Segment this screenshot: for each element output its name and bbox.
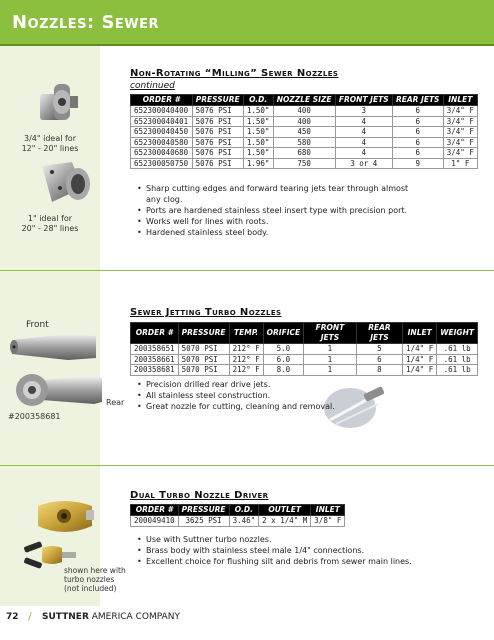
- table-cell: 9: [392, 158, 443, 169]
- table-cell: 1/4" F: [403, 365, 437, 376]
- section-title-turbo: Sewer Jetting Turbo Nozzles: [130, 307, 282, 318]
- table-cell: 3/4" F: [443, 137, 477, 148]
- table-cell: 4: [335, 127, 392, 138]
- list-item: • Ports are hardened stainless steel insert type with precision port.: [137, 205, 408, 216]
- column-header: PRESSURE: [178, 505, 229, 516]
- table-cell: 5.0: [263, 344, 303, 355]
- page-title: Nozzles: Sewer: [12, 12, 160, 33]
- table-cell: 5070 PSI: [178, 365, 229, 376]
- table-cell: 212° F: [229, 354, 263, 365]
- table-row: [131, 106, 478, 117]
- table-cell: 200049410: [131, 516, 179, 527]
- table-cell: 5070 PSI: [178, 354, 229, 365]
- turbo-features-list: [137, 379, 335, 412]
- table-cell: .61 lb: [437, 344, 478, 355]
- table-cell: 200358681: [131, 365, 179, 376]
- caption-large-nozzle: [0, 214, 100, 234]
- table-cell: 6: [392, 106, 443, 117]
- column-header: INLET: [403, 323, 437, 344]
- table-cell: 1/4" F: [403, 354, 437, 365]
- column-header: INLET: [443, 95, 477, 106]
- turbo-nozzle-front-photo: [8, 330, 98, 364]
- table-cell: 2 x 1/4" M: [259, 516, 311, 527]
- table-cell: 3/4" F: [443, 148, 477, 159]
- brand-name: SUTTNER: [42, 612, 89, 622]
- table-cell: 652300050750: [131, 158, 193, 169]
- column-header: OUTLET: [259, 505, 311, 516]
- table-cell: 3: [335, 106, 392, 117]
- table-cell: 200358661: [131, 354, 179, 365]
- table-row: [131, 158, 478, 169]
- table-row: [131, 516, 345, 527]
- dual-driver-brass-photo: [34, 494, 96, 542]
- table-cell: 8.0: [263, 365, 303, 376]
- table-cell: .61 lb: [437, 354, 478, 365]
- dual-driver-spec-table: [130, 504, 345, 527]
- table-row: [131, 148, 478, 159]
- section-title-milling: Non-Rotating “Milling” Sewer Nozzles: [130, 68, 339, 79]
- table-cell: 3/4" F: [443, 106, 477, 117]
- caption-line: (not included): [64, 584, 117, 593]
- company-suffix: AMERICA COMPANY: [88, 612, 180, 622]
- list-item: • Sharp cutting edges and forward tearing jets tear through almost: [137, 183, 408, 194]
- footer-slash: /: [28, 610, 32, 623]
- table-cell: 6: [392, 148, 443, 159]
- table-cell: 5076 PSI: [192, 127, 243, 138]
- table-cell: 1/4" F: [403, 344, 437, 355]
- table-cell: 680: [273, 148, 335, 159]
- table-cell: 3625 PSI: [178, 516, 229, 527]
- list-item: • Brass body with stainless steel male 1/4" connections.: [137, 545, 412, 556]
- section-divider: [0, 465, 494, 466]
- table-cell: 400: [273, 116, 335, 127]
- table-row: [131, 127, 478, 138]
- milling-nozzle-small-photo: [34, 80, 82, 128]
- table-cell: 1" F: [443, 158, 477, 169]
- table-cell: 4: [335, 148, 392, 159]
- table-cell: 3/8" F: [311, 516, 345, 527]
- table-cell: 6.0: [263, 354, 303, 365]
- caption-line: 3/4" ideal for: [24, 134, 76, 143]
- table-cell: 5076 PSI: [192, 137, 243, 148]
- table-row: [131, 137, 478, 148]
- caption-shown-with: [64, 566, 126, 593]
- table-cell: 1: [304, 344, 357, 355]
- section-title-dual-driver: Dual Turbo Nozzle Driver: [130, 490, 269, 501]
- table-cell: 580: [273, 137, 335, 148]
- caption-line: shown here with: [64, 566, 126, 575]
- dual-driver-features-list: [137, 534, 412, 567]
- table-cell: 4: [335, 137, 392, 148]
- table-cell: 450: [273, 127, 335, 138]
- table-cell: 5076 PSI: [192, 106, 243, 117]
- table-cell: 652300040580: [131, 137, 193, 148]
- table-cell: 5076 PSI: [192, 116, 243, 127]
- column-header: ORIFICE: [263, 323, 303, 344]
- table-cell: 1.50": [243, 116, 273, 127]
- table-row: [131, 365, 478, 376]
- table-row: [131, 116, 478, 127]
- column-header: NOZZLE SIZE: [273, 95, 335, 106]
- caption-line: turbo nozzles: [64, 575, 115, 584]
- column-header: PRESSURE: [192, 95, 243, 106]
- caption-front: Front: [26, 320, 49, 330]
- table-cell: 1.50": [243, 127, 273, 138]
- page-header: [0, 0, 494, 44]
- table-cell: 5076 PSI: [192, 158, 243, 169]
- table-cell: 200358651: [131, 344, 179, 355]
- list-item: • Precision drilled rear drive jets.: [137, 379, 335, 390]
- table-cell: 750: [273, 158, 335, 169]
- table-cell: 5076 PSI: [192, 148, 243, 159]
- column-header: REAR JETS: [356, 323, 402, 344]
- column-header: REAR JETS: [392, 95, 443, 106]
- table-cell: 5070 PSI: [178, 344, 229, 355]
- list-item: any clog.: [146, 195, 183, 204]
- table-cell: 6: [392, 137, 443, 148]
- table-cell: 3.46": [229, 516, 259, 527]
- column-header: FRONT JETS: [304, 323, 357, 344]
- column-header: FRONT JETS: [335, 95, 392, 106]
- table-cell: 652300040680: [131, 148, 193, 159]
- caption-line: 12" - 20" lines: [21, 144, 79, 153]
- table-cell: 1.50": [243, 106, 273, 117]
- table-cell: 1: [304, 365, 357, 376]
- section-subtitle: continued: [130, 81, 175, 91]
- column-header: INLET: [311, 505, 345, 516]
- company-name: [42, 612, 180, 622]
- list-item: • Works well for lines with roots.: [137, 216, 408, 227]
- table-cell: 8: [356, 365, 402, 376]
- table-header-row: [131, 95, 478, 106]
- list-item: • Great nozzle for cutting, cleaning and removal.: [137, 401, 335, 412]
- table-row: [131, 354, 478, 365]
- list-item: • Use with Suttner turbo nozzles.: [137, 534, 412, 545]
- page-number: 72: [6, 612, 19, 622]
- column-header: ORDER #: [131, 323, 179, 344]
- table-cell: 3 or 4: [335, 158, 392, 169]
- caption-rear: Rear: [106, 398, 125, 407]
- table-cell: 6: [392, 116, 443, 127]
- table-row: [131, 344, 478, 355]
- table-cell: 212° F: [229, 344, 263, 355]
- table-cell: 1: [304, 354, 357, 365]
- table-cell: 1.50": [243, 148, 273, 159]
- table-cell: 652300040400: [131, 106, 193, 117]
- section-divider: [0, 270, 494, 271]
- column-header: ORDER #: [131, 505, 179, 516]
- list-item: • Hardened stainless steel body.: [137, 227, 408, 238]
- caption-line: 1" ideal for: [27, 214, 73, 223]
- table-cell: 652300040450: [131, 127, 193, 138]
- table-cell: 6: [392, 127, 443, 138]
- milling-features-list: [137, 183, 408, 238]
- table-cell: 5: [356, 344, 402, 355]
- table-cell: 4: [335, 116, 392, 127]
- list-item: • All stainless steel construction.: [137, 390, 335, 401]
- table-cell: .61 lb: [437, 365, 478, 376]
- table-cell: 6: [356, 354, 402, 365]
- table-header-row: [131, 323, 478, 344]
- milling-spec-table: [130, 94, 478, 169]
- table-cell: 400: [273, 106, 335, 117]
- table-cell: 1.96": [243, 158, 273, 169]
- column-header: PRESSURE: [178, 323, 229, 344]
- caption-small-nozzle: [0, 134, 100, 154]
- milling-nozzle-large-photo: [38, 158, 94, 210]
- column-header: WEIGHT: [437, 323, 478, 344]
- table-cell: 1.50": [243, 137, 273, 148]
- turbo-nozzle-rear-photo: [8, 372, 104, 408]
- caption-part-number: #200358681: [8, 412, 61, 421]
- column-header: O.D.: [229, 505, 259, 516]
- column-header: ORDER #: [131, 95, 193, 106]
- turbo-spec-table: [130, 322, 478, 376]
- table-cell: 212° F: [229, 365, 263, 376]
- table-cell: 3/4" F: [443, 116, 477, 127]
- list-item: • Excellent choice for flushing silt and debris from sewer main lines.: [137, 556, 412, 567]
- table-cell: 3/4" F: [443, 127, 477, 138]
- caption-line: 20" - 28" lines: [21, 224, 79, 233]
- column-header: TEMP.: [229, 323, 263, 344]
- table-header-row: [131, 505, 345, 516]
- table-cell: 652300040401: [131, 116, 193, 127]
- page-footer: [0, 600, 494, 640]
- column-header: O.D.: [243, 95, 273, 106]
